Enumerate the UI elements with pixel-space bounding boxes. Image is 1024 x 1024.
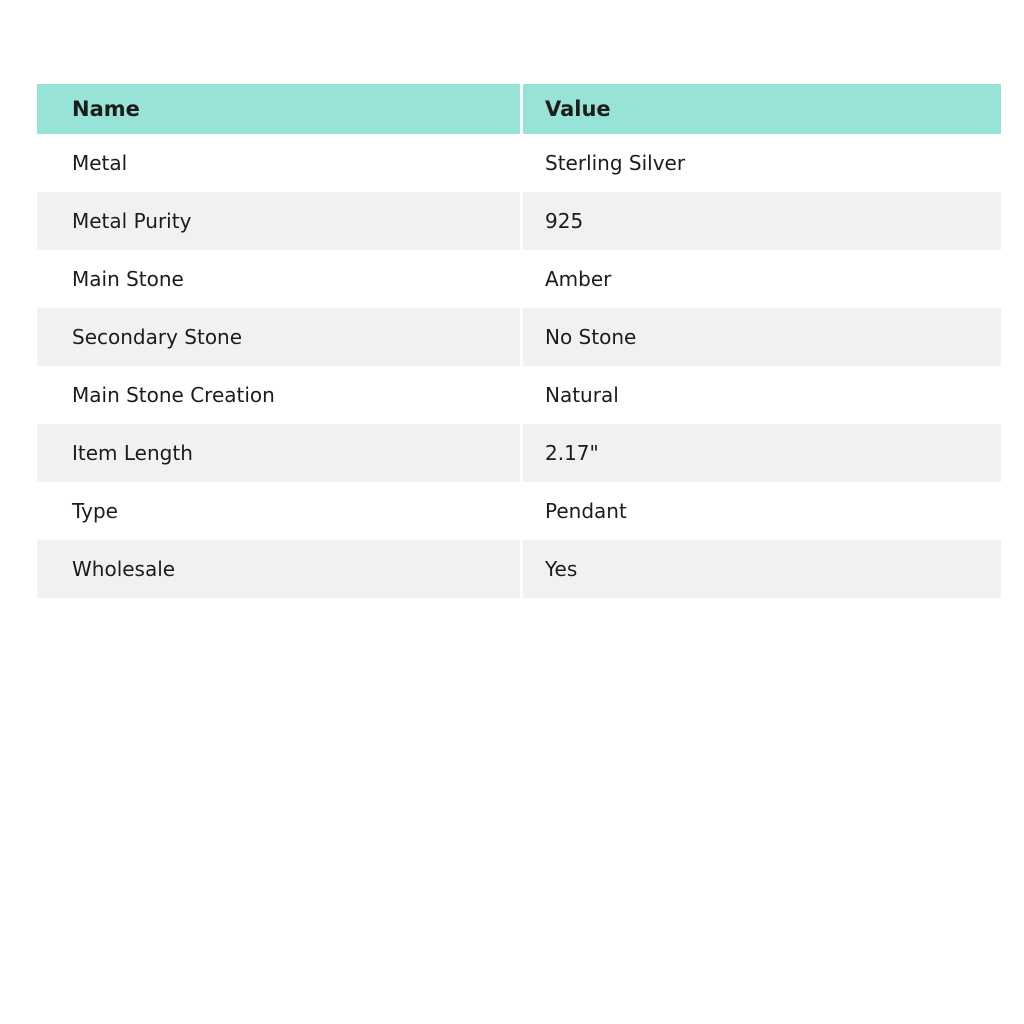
- table-header-row: [37, 84, 1001, 134]
- column-header-name: Name: [37, 84, 523, 134]
- attribute-name-cell: Type: [37, 482, 523, 540]
- table-row: [37, 366, 1001, 424]
- table-row: [37, 424, 1001, 482]
- attribute-name-cell: Wholesale: [37, 540, 523, 598]
- attribute-value-cell: Sterling Silver: [545, 151, 686, 175]
- attribute-name-cell: Main Stone: [37, 250, 523, 308]
- attribute-name-cell: Main Stone Creation: [37, 366, 523, 424]
- table-body: [37, 134, 1001, 598]
- table-row: [37, 192, 1001, 250]
- attribute-value-cell: Pendant: [545, 499, 627, 523]
- column-header-value: Value: [545, 97, 611, 121]
- table-row: [37, 250, 1001, 308]
- product-attributes-table: [37, 84, 1001, 598]
- attribute-name-cell: Metal: [37, 134, 523, 192]
- attribute-value-cell: Yes: [545, 557, 578, 581]
- attribute-name-cell: Metal Purity: [37, 192, 523, 250]
- table-row: [37, 308, 1001, 366]
- attribute-name-cell: Secondary Stone: [37, 308, 523, 366]
- table-row: [37, 540, 1001, 598]
- attribute-value-cell: No Stone: [545, 325, 637, 349]
- attribute-value-cell: 2.17": [545, 441, 599, 465]
- table-row: [37, 134, 1001, 192]
- attribute-value-cell: Amber: [545, 267, 612, 291]
- table-row: [37, 482, 1001, 540]
- attribute-value-cell: Natural: [545, 383, 619, 407]
- attribute-name-cell: Item Length: [37, 424, 523, 482]
- attribute-value-cell: 925: [545, 209, 584, 233]
